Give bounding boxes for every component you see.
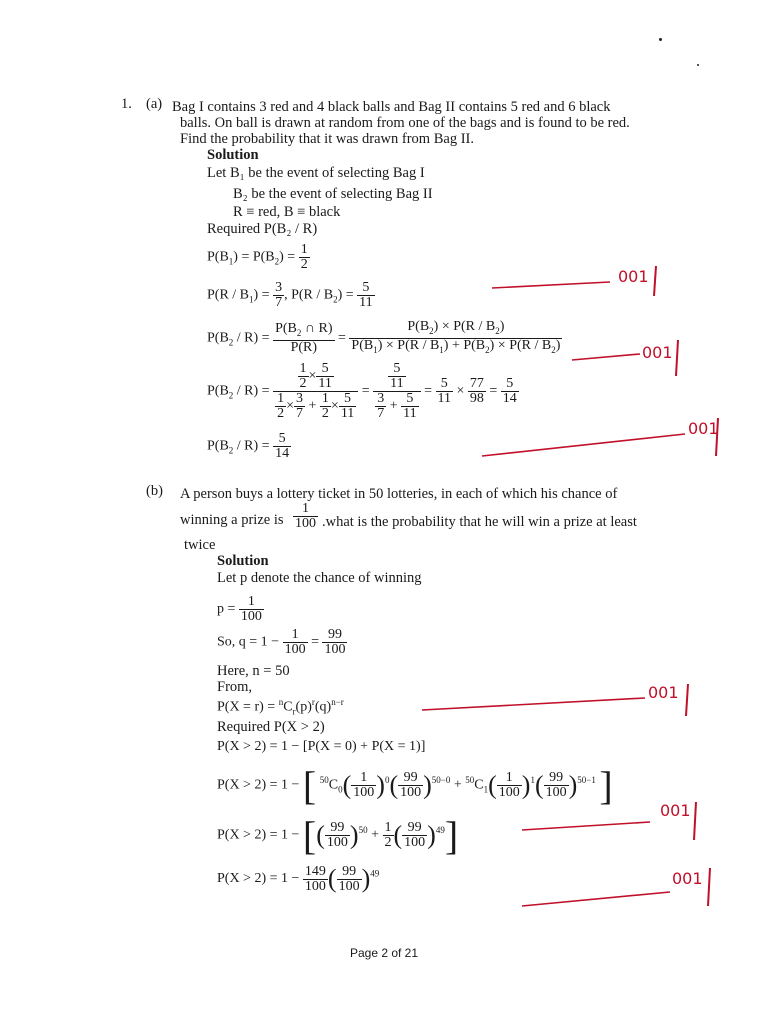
page-footer: Page 2 of 21 <box>349 946 419 960</box>
equation-prior: $P(B_1) = P(B_2)$ = $\frac{1}{2}$ <box>207 242 308 272</box>
question-number: 1. <box>121 96 132 112</box>
part-a-text-line1: Bag I contains 3 red and 4 black balls and Bag II contains 5 red and 6 black <box>172 99 611 115</box>
grading-mark-4 <box>420 676 710 721</box>
equation-substitution: $P(B_2 / R)$ = $\frac{1}{2}$ × $\frac{5}{11}$ $\frac{1}{2}$ × $\frac{3}{7}$ + $\frac{1}{2}$ × $\frac{5}{11}$ = $\frac{5}{11}$ $\frac{3}{7}$ + $\frac{5}{11}$ = $\frac{5}{11}$ × $\frac{77}{98}$ = $\frac{5}{14}$ <box>207 361 517 421</box>
part-b-text-line1: A person buys a lottery ticket in 50 lotteries, in each of which his chance of <box>180 486 618 502</box>
part-a-text-line3: Find the probability that it was drawn from Bag II. <box>180 131 474 147</box>
scan-speck <box>659 38 662 41</box>
part-b-required: Required P(X > 2) <box>217 719 325 735</box>
svg-text:001: 001 <box>642 343 673 362</box>
equation-p: p = $\frac{1}{100}$ <box>217 594 262 624</box>
grading-mark-2 <box>570 330 690 380</box>
equation-q: So, q = 1 − $\frac{1}{100}$ = $\frac{99}{100}$ <box>217 627 346 657</box>
part-a-solution-heading: Solution <box>207 147 259 163</box>
part-a-label: (a) <box>146 96 163 112</box>
part-b-from: From, <box>217 679 253 695</box>
grading-mark-3 <box>480 412 730 467</box>
svg-text:001: 001 <box>672 869 703 888</box>
part-a-required: Required P(B₂ / R) <box>207 221 318 237</box>
part-b-text-line3: twice <box>184 537 216 553</box>
part-a-let-b1: Let B₁ be the event of selecting Bag I <box>207 165 425 181</box>
grading-mark-1 <box>490 258 670 298</box>
equation-result-a: $P(B_2 / R)$ = $\frac{5}{14}$ <box>207 431 290 461</box>
equation-complement: P(X > 2) = 1 − [P(X = 0) + P(X = 1)] <box>217 739 426 754</box>
part-a-let-rb: R ≡ red, B ≡ black <box>233 204 341 220</box>
part-b-chance-fraction: $\frac{1}{100}$ <box>295 501 316 531</box>
grading-mark-6 <box>520 862 720 912</box>
part-b-text-line2-post: .what is the probability that he will win a prize at least <box>322 514 637 530</box>
svg-text:001: 001 <box>688 419 719 438</box>
svg-text:001: 001 <box>618 267 649 286</box>
equation-expansion: P(X > 2) = 1 − [ $^{50}C_0$( $\frac{1}{100}$ )$^0$( $\frac{99}{100}$ )$^{50-0} + ^{50}C_1$( $\frac{1}{100}$ )$^1$( $\frac{99}{100}$ )$^{50-1}$ ] <box>217 763 613 808</box>
equation-bayes: $P(B_2 / R)$ = $\frac{P(B_2 \cap R)}{P(R)}$ = $\frac{P(B_2) \times P(R / B_2)}{P(B_1) \times P(R / B_1) + P(B_2) \times P(R / B_2)}$ <box>207 319 561 355</box>
scan-speck <box>697 64 699 66</box>
svg-text:001: 001 <box>660 801 691 820</box>
equation-final: P(X > 2) = 1 − $\frac{149}{100}$ ( $\frac{99}{100}$ )$^{49}$ <box>217 863 380 894</box>
part-a-text-line2: balls. On ball is drawn at random from one of the bags and is found to be red. <box>180 115 630 131</box>
part-b-label: (b) <box>146 483 163 499</box>
part-b-text-line2-pre: winning a prize is <box>180 512 284 528</box>
svg-text:001: 001 <box>648 683 679 702</box>
part-a-let-b2: B₂ be the event of selecting Bag II <box>233 186 433 202</box>
part-b-here-n: Here, n = 50 <box>217 663 290 679</box>
equation-likelihood: $P(R / B_1)$ = $\frac{3}{7}$ , $P(R / B_2)$ = $\frac{5}{11}$ <box>207 280 373 310</box>
equation-simplified: P(X > 2) = 1 − [( $\frac{99}{100}$ )$^{50}$ + $\frac{1}{2}$ ( $\frac{99}{100}$ )$^{49}$] <box>217 813 459 858</box>
part-b-solution-heading: Solution <box>217 553 269 569</box>
part-b-let-p: Let p denote the chance of winning <box>217 570 422 586</box>
equation-binomial: $P(X = r) = ^nC_r(p)^r(q)^{n-r}$ <box>217 697 344 717</box>
grading-mark-5 <box>520 796 710 846</box>
